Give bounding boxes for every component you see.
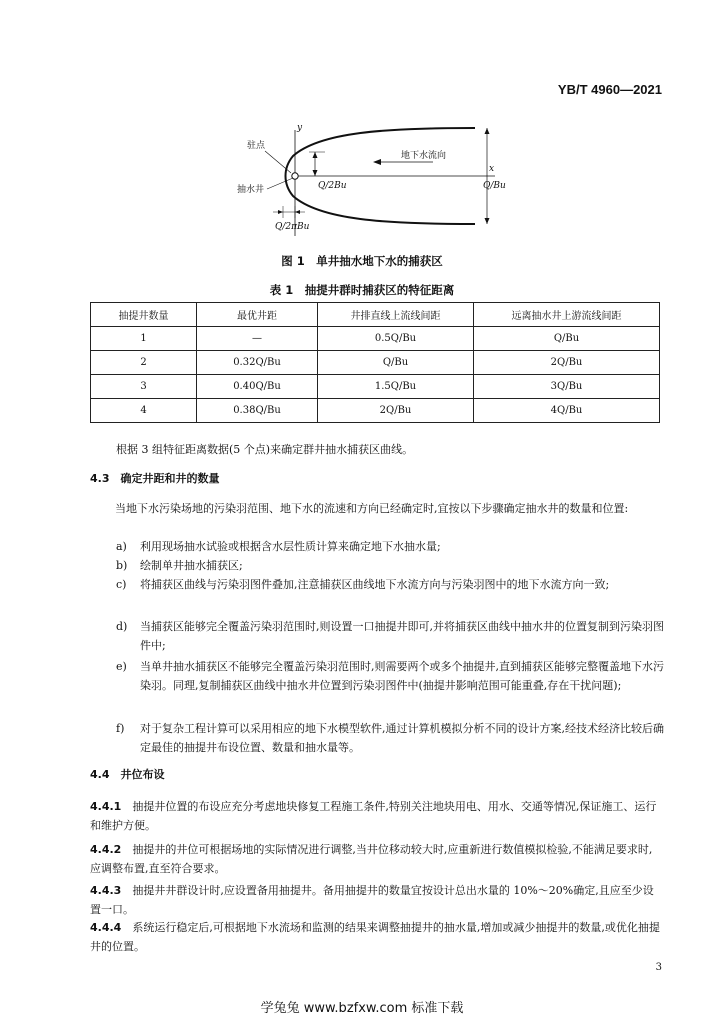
section-4-3-title: 4.3 确定井距和井的数量 xyxy=(90,472,220,485)
stagnation-label: 驻点 xyxy=(247,141,266,151)
table-cell: 0.40Q/Bu xyxy=(197,375,318,399)
table-cell: Q/Bu xyxy=(318,351,474,375)
table-row xyxy=(91,351,660,375)
table-cell: 1 xyxy=(91,327,197,351)
table-note: 根据 3 组特征距离数据(5 个点)来确定群井抽水捕获区曲线。 xyxy=(116,443,414,456)
table-header-row xyxy=(91,303,660,327)
page-number: 3 xyxy=(655,962,662,973)
y-axis-label: y xyxy=(297,123,303,133)
dim-full-label: Q/Bu xyxy=(483,181,506,191)
section-4-3-intro: 当地下水污染场地的污染羽范围、地下水的流速和方向已经确定时,宜按以下步骤确定抽水井的数量和位置: xyxy=(115,502,629,515)
clause: 4.4.1 抽提井位置的布设应充分考虑地块修复工程施工条件,特别关注地块用电、用水、交通等情况,保证施工、运行和维护方便。 xyxy=(90,800,657,832)
clause: 4.4.3 抽提井井群设计时,应设置备用抽提井。备用抽提井的数量宜按设计总出水量的 10%～20%确定,且应至少设置一口。 xyxy=(90,884,654,916)
col-header: 抽提井数量 xyxy=(91,303,197,327)
section-4-4-title: 4.4 井位布设 xyxy=(90,768,165,781)
table-cell: 2Q/Bu xyxy=(474,351,660,375)
table-caption: 表 1 抽提井群时捕获区的特征距离 xyxy=(269,283,455,297)
well-label: 抽水井 xyxy=(237,185,265,195)
table-cell: 4 xyxy=(91,399,197,423)
col-header: 最优井距 xyxy=(197,303,318,327)
standard-number: YB/T 4960—2021 xyxy=(557,82,662,97)
clause: 4.4.2 抽提井的井位可根据场地的实际情况进行调整,当井位移动较大时,应重新进行数值模拟检验,不能满足要求时,应调整布置,直至符合要求。 xyxy=(90,843,653,875)
table-cell: — xyxy=(197,327,318,351)
clause: 4.4.4 系统运行稳定后,可根据地下水流场和监测的结果来调整抽提井的抽水量,增加或减少抽提井的数量,或优化抽提井的位置。 xyxy=(90,921,660,953)
table-cell: Q/Bu xyxy=(474,327,660,351)
table-row xyxy=(91,399,660,423)
col-header: 远离抽水井上游流线间距 xyxy=(474,303,660,327)
footer-watermark[interactable]: 学兔兔 www.bzfxw.com 标准下载 xyxy=(260,1001,464,1016)
table-cell: 0.32Q/Bu xyxy=(197,351,318,375)
feature-distance-table xyxy=(90,302,660,423)
table-cell: 0.38Q/Bu xyxy=(197,399,318,423)
dim-half-label: Q/2Bu xyxy=(318,181,347,191)
figure-caption: 图 1 单井抽水地下水的捕获区 xyxy=(281,254,443,268)
table-cell: 3Q/Bu xyxy=(474,375,660,399)
table-row xyxy=(91,327,660,351)
x-axis-label: x xyxy=(489,164,495,174)
table-cell: 1.5Q/Bu xyxy=(318,375,474,399)
table-row xyxy=(91,375,660,399)
table-cell: 4Q/Bu xyxy=(474,399,660,423)
table-cell: 0.5Q/Bu xyxy=(318,327,474,351)
table-cell: 2Q/Bu xyxy=(318,399,474,423)
dim-pi-label: Q/2πBu xyxy=(275,222,310,232)
capture-zone-figure xyxy=(225,118,515,238)
col-header: 井排直线上流线间距 xyxy=(318,303,474,327)
table-cell: 2 xyxy=(91,351,197,375)
flow-label: 地下水流向 xyxy=(401,151,447,161)
table-cell: 3 xyxy=(91,375,197,399)
